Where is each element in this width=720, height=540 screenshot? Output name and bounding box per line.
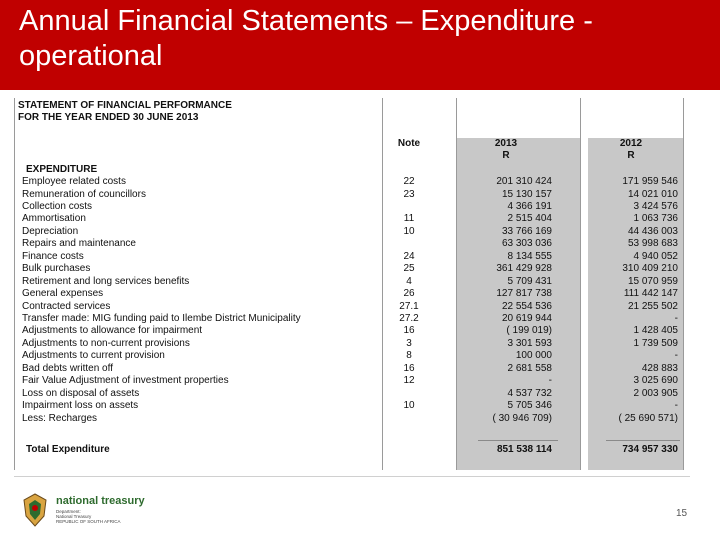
row-label: Adjustments to allowance for impairment <box>22 325 203 337</box>
row-value-2012: 428 883 <box>641 362 678 374</box>
row-value-2013: 20 619 944 <box>501 312 552 324</box>
note-column-header: Note <box>397 138 421 149</box>
row-note: 10 <box>403 225 415 237</box>
row-value-2013: 127 817 738 <box>496 288 552 300</box>
title-bar <box>0 0 720 90</box>
page-number: 15 <box>676 508 688 519</box>
row-label: Adjustments to current provision <box>22 350 165 362</box>
row-value-2013: 5 709 431 <box>507 275 552 287</box>
brand-sub-treasury: National Treasury <box>56 514 92 519</box>
row-label: Impairment loss on assets <box>22 400 139 412</box>
row-value-2013: ( 30 946 709) <box>492 412 552 424</box>
total-2013-value: 851 538 114 <box>496 444 552 455</box>
row-value-2012: 2 003 905 <box>633 387 678 399</box>
row-value-2012: 14 021 010 <box>627 188 678 200</box>
row-label: Less: Recharges <box>22 412 98 424</box>
row-value-2013: 5 705 346 <box>507 400 552 412</box>
row-note: 16 <box>403 325 415 337</box>
total-rule <box>478 440 558 441</box>
slide-title: Annual Financial Statements – Expenditure - operational <box>19 5 593 72</box>
year-2013-header: 2013 <box>494 138 518 149</box>
row-label: Bulk purchases <box>22 263 91 275</box>
row-value-2012: ( 25 690 571) <box>618 412 678 424</box>
row-note: 16 <box>403 362 415 374</box>
row-label: Contracted services <box>22 300 111 312</box>
row-value-2012: 3 025 690 <box>633 375 678 387</box>
row-value-2012: 15 070 959 <box>627 275 678 287</box>
row-label: Bad debts written off <box>22 362 113 374</box>
row-value-2012: 171 959 546 <box>622 176 678 187</box>
row-note: 4 <box>406 275 412 287</box>
row-value-2012: 111 442 147 <box>623 288 678 300</box>
total-2012-value: 734 957 330 <box>622 444 678 455</box>
row-note: 27.1 <box>399 300 419 312</box>
coat-of-arms-logo <box>20 492 50 528</box>
currency-2012-header: R <box>627 150 635 161</box>
gridline <box>683 98 684 470</box>
row-value-2013: 33 766 169 <box>501 225 552 237</box>
row-value-2013: 8 134 555 <box>507 250 552 262</box>
row-note: 10 <box>403 400 415 412</box>
row-note: 8 <box>406 350 412 362</box>
row-value-2013: 3 301 593 <box>507 337 552 349</box>
total-rule <box>606 440 680 441</box>
row-label: Finance costs <box>22 250 84 262</box>
row-value-2013: 22 554 536 <box>501 300 552 312</box>
row-note: 3 <box>406 337 412 349</box>
row-value-2012: 1 063 736 <box>633 213 678 225</box>
statement-heading: STATEMENT OF FINANCIAL PERFORMANCE <box>18 100 232 111</box>
row-value-2013: 4 537 732 <box>507 387 552 399</box>
row-label: Fair Value Adjustment of investment properties <box>22 375 229 387</box>
row-note: 27.2 <box>399 312 419 324</box>
row-note: 12 <box>403 375 415 387</box>
row-label: Ammortisation <box>22 213 86 225</box>
row-label: Collection costs <box>22 200 93 212</box>
row-note: 25 <box>403 263 415 275</box>
gridline <box>14 98 15 470</box>
row-label: Transfer made: MIG funding paid to Ilembe District Municipality <box>22 312 301 324</box>
statement-subheading: FOR THE YEAR ENDED 30 JUNE 2013 <box>18 112 199 123</box>
footer-divider <box>14 476 690 477</box>
row-label: Repairs and maintenance <box>22 238 136 250</box>
row-value-2013: 2 515 404 <box>507 213 552 225</box>
row-value-2013: 4 366 191 <box>507 200 552 212</box>
row-value-2013: - <box>548 375 552 387</box>
row-value-2012: - <box>674 350 678 362</box>
financial-statement <box>14 98 684 470</box>
row-label: General expenses <box>22 288 104 300</box>
row-value-2012: 3 424 576 <box>633 200 678 212</box>
row-note: 26 <box>403 288 415 300</box>
row-value-2012: 1 428 405 <box>633 325 678 337</box>
brand-sub-country: REPUBLIC OF SOUTH AFRICA <box>56 519 121 524</box>
brand-sub-department: Department: <box>56 509 81 514</box>
row-value-2012: 21 255 502 <box>627 300 678 312</box>
year-2012-header: 2012 <box>619 138 643 149</box>
row-value-2013: 201 310 424 <box>496 176 552 187</box>
row-value-2012: 4 940 052 <box>633 250 678 262</box>
row-value-2013: 15 130 157 <box>501 188 552 200</box>
row-label: Remuneration of councillors <box>22 188 146 200</box>
row-label: Employee related costs <box>22 176 126 187</box>
row-value-2012: - <box>674 312 678 324</box>
row-label: Loss on disposal of assets <box>22 387 140 399</box>
row-note: 22 <box>403 176 415 187</box>
row-value-2012: 310 409 210 <box>622 263 678 275</box>
section-heading: EXPENDITURE <box>26 164 98 175</box>
row-value-2012: 1 739 509 <box>633 337 678 349</box>
row-note: 24 <box>403 250 415 262</box>
brand-name: national treasury <box>56 495 145 507</box>
row-value-2012: - <box>674 400 678 412</box>
row-label: Adjustments to non-current provisions <box>22 337 190 349</box>
row-label: Depreciation <box>22 225 79 237</box>
row-label: Retirement and long services benefits <box>22 275 190 287</box>
currency-2013-header: R <box>502 150 510 161</box>
row-value-2013: 63 303 036 <box>501 238 552 250</box>
row-value-2013: ( 199 019) <box>506 325 552 337</box>
row-note: 11 <box>403 213 415 225</box>
row-value-2013: 2 681 558 <box>507 362 552 374</box>
row-value-2012: 53 998 683 <box>627 238 678 250</box>
row-value-2013: 361 429 928 <box>496 263 552 275</box>
row-value-2013: 100 000 <box>515 350 552 362</box>
row-note: 23 <box>403 188 415 200</box>
gridline <box>382 98 383 470</box>
row-value-2012: 44 436 003 <box>627 225 678 237</box>
total-label: Total Expenditure <box>26 444 110 455</box>
